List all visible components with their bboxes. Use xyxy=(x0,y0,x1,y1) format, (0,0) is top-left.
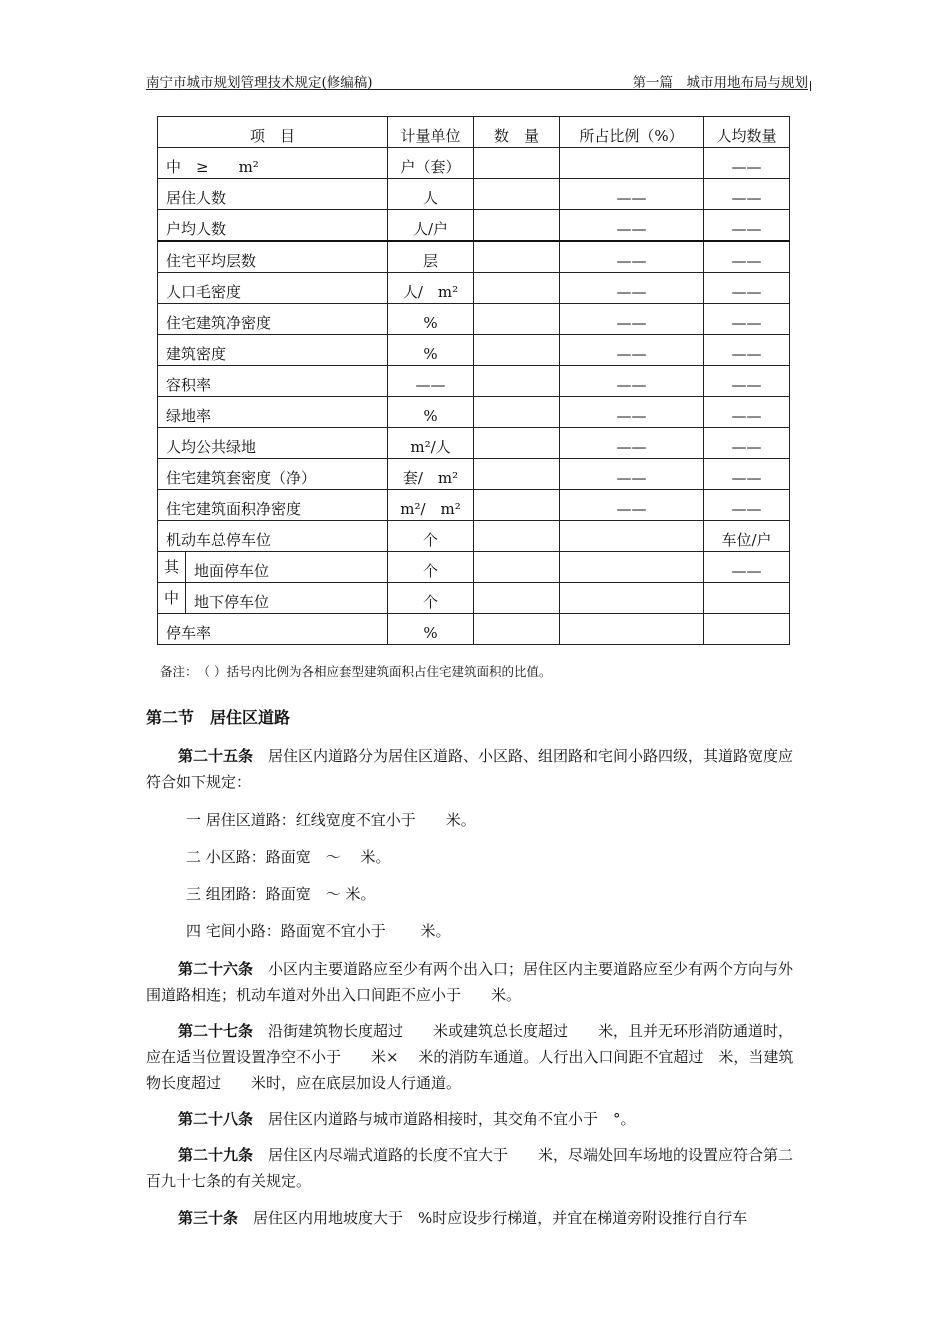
cell-item: 容积率 xyxy=(158,366,388,397)
table-row xyxy=(158,490,790,521)
cell-qty xyxy=(474,210,560,242)
cell-qty xyxy=(474,397,560,428)
cell-unit: 人 xyxy=(388,179,474,210)
col-header-ratio: 所占比例（%） xyxy=(560,117,704,148)
col-header-per: 人均数量 xyxy=(704,117,790,148)
cell-qty xyxy=(474,490,560,521)
cell-qty xyxy=(474,366,560,397)
cell-item: 住宅建筑净密度 xyxy=(158,304,388,335)
cell-qty xyxy=(474,428,560,459)
cell-per: —— xyxy=(704,552,790,583)
list-item: 四 宅间小路：路面宽不宜小于 米。 xyxy=(186,922,451,940)
cell-item: 中 ≥ m² xyxy=(158,148,388,179)
cell-per xyxy=(704,614,790,645)
table-row xyxy=(158,148,790,179)
cell-unit: 套/ m² xyxy=(388,459,474,490)
cell-per: 车位/户 xyxy=(704,521,790,552)
table-row xyxy=(158,241,790,273)
cell-unit: m²/ m² xyxy=(388,490,474,521)
cell-unit: % xyxy=(388,335,474,366)
cell-ratio xyxy=(560,552,704,583)
cell-per: —— xyxy=(704,366,790,397)
cell-item: 建筑密度 xyxy=(158,335,388,366)
cell-item: 人均公共绿地 xyxy=(158,428,388,459)
article-30 xyxy=(146,1205,808,1231)
cell-unit: 个 xyxy=(388,583,474,614)
cell-ratio: —— xyxy=(560,397,704,428)
cell-qty xyxy=(474,614,560,645)
cell-unit: 户（套） xyxy=(388,148,474,179)
cell-ratio xyxy=(560,583,704,614)
article-label: 第二十七条 xyxy=(178,1022,254,1040)
cell-item: 住宅建筑面积净密度 xyxy=(158,490,388,521)
cell-unit: % xyxy=(388,397,474,428)
cell-qty xyxy=(474,521,560,552)
cell-ratio: —— xyxy=(560,304,704,335)
table-row xyxy=(158,210,790,242)
cell-ratio: —— xyxy=(560,210,704,242)
header-mark xyxy=(810,81,811,91)
cell-per: —— xyxy=(704,335,790,366)
table-row xyxy=(158,521,790,552)
cell-ratio xyxy=(560,521,704,552)
page-header xyxy=(146,69,808,90)
table-row xyxy=(158,273,790,304)
cell-per: —— xyxy=(704,304,790,335)
header-left: 南宁市城市规划管理技术规定(修编稿) xyxy=(146,75,373,91)
cell-item: 地下停车位 xyxy=(186,583,388,614)
cell-ratio: —— xyxy=(560,490,704,521)
article-29 xyxy=(146,1142,808,1194)
cell-unit: 人/ m² xyxy=(388,273,474,304)
article-label: 第二十五条 xyxy=(178,747,254,765)
cell-item: 人口毛密度 xyxy=(158,273,388,304)
cell-ratio: —— xyxy=(560,428,704,459)
article-label: 第三十条 xyxy=(178,1209,239,1227)
cell-qty xyxy=(474,583,560,614)
cell-item: 户均人数 xyxy=(158,210,388,242)
table-row xyxy=(158,397,790,428)
cell-per: —— xyxy=(704,490,790,521)
cell-qty xyxy=(474,273,560,304)
cell-qty xyxy=(474,459,560,490)
row-group-label: 其 xyxy=(158,552,186,583)
cell-item: 住宅平均层数 xyxy=(158,241,388,273)
cell-per: —— xyxy=(704,459,790,490)
cell-ratio: —— xyxy=(560,366,704,397)
article-text: 居住区内道路与城市道路相接时，其交角不宜小于 °。 xyxy=(253,1110,636,1128)
cell-per: —— xyxy=(704,397,790,428)
table-row xyxy=(158,552,790,583)
cell-ratio xyxy=(560,148,704,179)
cell-item: 住宅建筑套密度（净） xyxy=(158,459,388,490)
cell-item: 居住人数 xyxy=(158,179,388,210)
article-26 xyxy=(146,956,808,1008)
article-27 xyxy=(146,1018,808,1096)
cell-per: —— xyxy=(704,210,790,242)
article-text: 居住区内用地坡度大于 %时应设步行梯道，并宜在梯道旁附设推行自行车 xyxy=(238,1209,748,1227)
cell-per: —— xyxy=(704,241,790,273)
cell-ratio: —— xyxy=(560,241,704,273)
table-header-row xyxy=(158,117,790,148)
cell-unit: 层 xyxy=(388,241,474,273)
stats-table xyxy=(157,116,790,645)
article-text: 居住区内尽端式道路的长度不宜大于 米，尽端处回车场地的设置应符合第二百九十七条的有关规定。 xyxy=(146,1146,794,1190)
cell-item: 地面停车位 xyxy=(186,552,388,583)
table-row xyxy=(158,179,790,210)
col-header-unit: 计量单位 xyxy=(388,117,474,148)
cell-qty xyxy=(474,241,560,273)
list-item: 三 组团路：路面宽 ～ 米。 xyxy=(186,885,376,903)
cell-per xyxy=(704,583,790,614)
cell-qty xyxy=(474,304,560,335)
cell-qty xyxy=(474,552,560,583)
table-note: 备注： （ ）括号内比例为各相应套型建筑面积占住宅建筑面积的比值。 xyxy=(160,664,552,679)
cell-unit: 个 xyxy=(388,552,474,583)
cell-item: 机动车总停车位 xyxy=(158,521,388,552)
header-right: 第一篇 城市用地布局与规划 xyxy=(632,75,808,91)
row-group-label: 中 xyxy=(158,583,186,614)
cell-qty xyxy=(474,179,560,210)
cell-per: —— xyxy=(704,148,790,179)
cell-per: —— xyxy=(704,428,790,459)
cell-unit: % xyxy=(388,614,474,645)
col-header-item: 项 目 xyxy=(158,117,388,148)
cell-unit: % xyxy=(388,304,474,335)
article-label: 第二十八条 xyxy=(178,1110,254,1128)
cell-per: —— xyxy=(704,273,790,304)
cell-unit: —— xyxy=(388,366,474,397)
article-label: 第二十九条 xyxy=(178,1146,254,1164)
table-row xyxy=(158,304,790,335)
table-row xyxy=(158,614,790,645)
cell-item: 停车率 xyxy=(158,614,388,645)
cell-per: —— xyxy=(704,179,790,210)
cell-unit: m²/人 xyxy=(388,428,474,459)
article-25 xyxy=(146,743,808,795)
cell-ratio xyxy=(560,614,704,645)
cell-ratio: —— xyxy=(560,459,704,490)
table-row xyxy=(158,335,790,366)
cell-ratio: —— xyxy=(560,335,704,366)
table-row xyxy=(158,428,790,459)
list-item: 二 小区路：路面宽 ～ 米。 xyxy=(186,848,391,866)
article-text: 小区内主要道路应至少有两个出入口；居住区内主要道路应至少有两个方向与外围道路相连；机动车道对外出入口间距不应小于 米。 xyxy=(146,960,794,1004)
article-text: 沿街建筑物长度超过 米或建筑总长度超过 米，且并无环形消防通道时，应在适当位置设置净空不小于 米× 米的消防车通道。人行出入口间距不宜超过 米，当建筑物长度超过 米时，应在底层加设人行通道。 xyxy=(146,1022,794,1092)
table-row xyxy=(158,366,790,397)
article-text: 居住区内道路分为居住区道路、小区路、组团路和宅间小路四级，其道路宽度应符合如下规定： xyxy=(146,747,794,791)
cell-ratio: —— xyxy=(560,179,704,210)
col-header-qty: 数 量 xyxy=(474,117,560,148)
cell-qty xyxy=(474,335,560,366)
cell-ratio: —— xyxy=(560,273,704,304)
cell-item: 绿地率 xyxy=(158,397,388,428)
section-title: 第二节 居住区道路 xyxy=(146,708,291,727)
cell-qty xyxy=(474,148,560,179)
table-row xyxy=(158,459,790,490)
list-item: 一 居住区道路：红线宽度不宜小于 米。 xyxy=(186,811,476,829)
cell-unit: 人/户 xyxy=(388,210,474,242)
article-label: 第二十六条 xyxy=(178,960,254,978)
cell-unit: 个 xyxy=(388,521,474,552)
table-row xyxy=(158,583,790,614)
article-28 xyxy=(146,1106,808,1132)
